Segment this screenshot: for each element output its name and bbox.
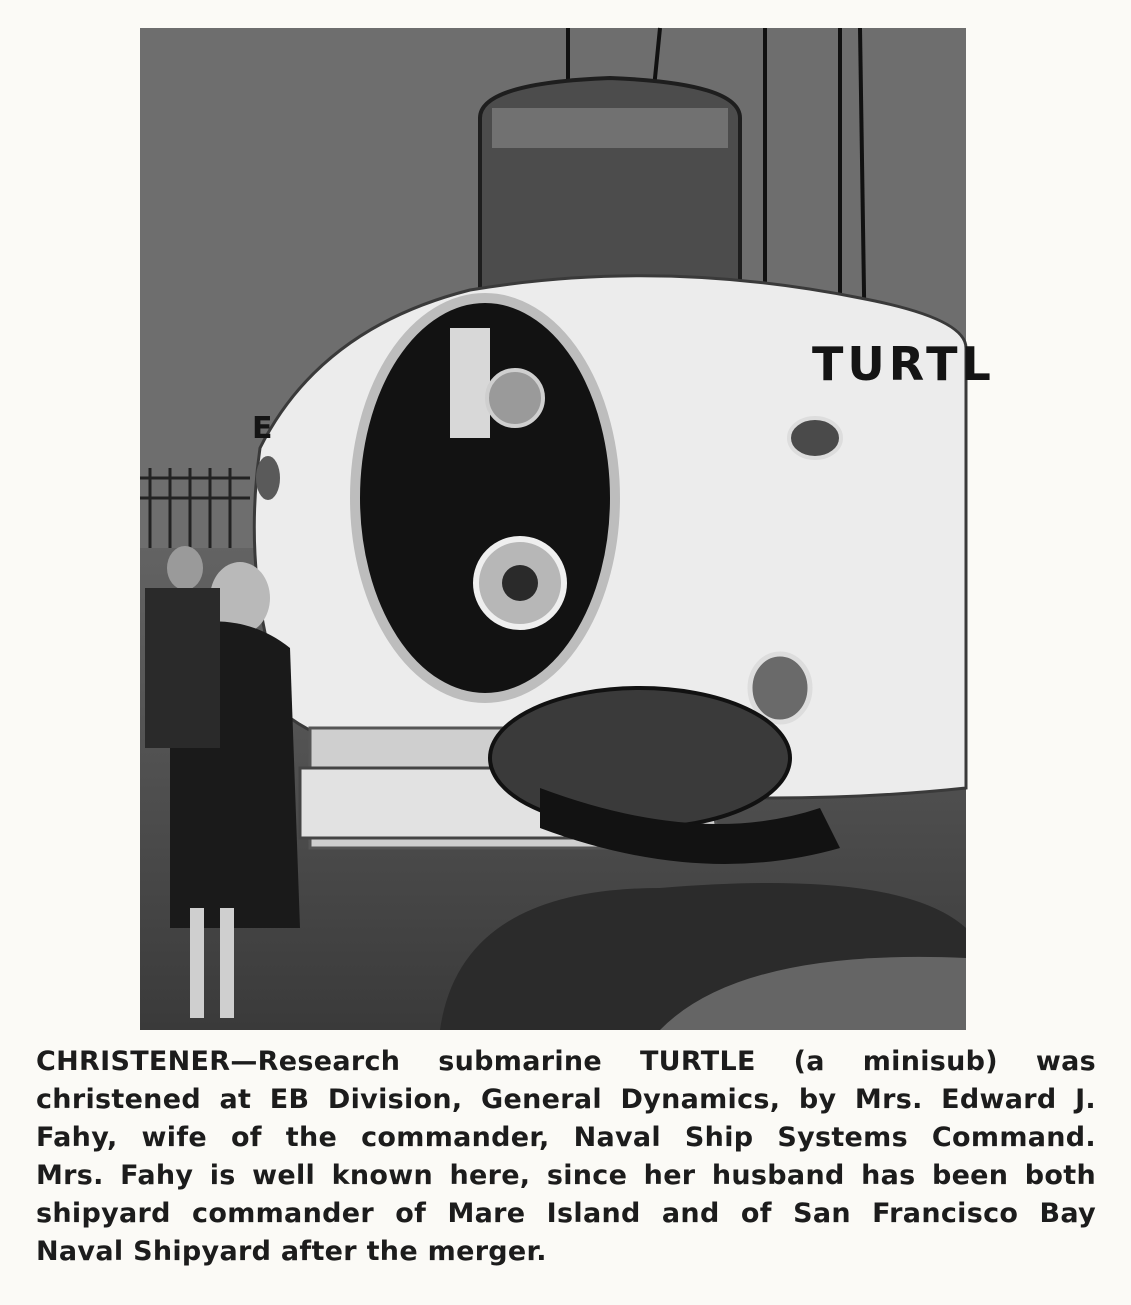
photo-caption	[36, 1043, 1096, 1271]
caption-line: Mrs. Fahy is well known here, since her husband has been both	[36, 1160, 1096, 1191]
caption-line: Naval Shipyard after the merger.	[36, 1236, 547, 1267]
turtle-photo	[140, 28, 995, 1030]
caption-line: CHRISTENER—Research submarine TURTLE (a minisub) was	[36, 1046, 1096, 1077]
caption-line: shipyard commander of Mare Island and of San Francisco Bay	[36, 1198, 1096, 1229]
caption-line: christened at EB Division, General Dynamics, by Mrs. Edward J.	[36, 1084, 1096, 1115]
hull-lettering-left: E	[252, 411, 273, 446]
turtle-photo-illustration	[140, 28, 995, 1030]
hull-lettering-right: TURTL	[812, 337, 995, 391]
caption-line: Fahy, wife of the commander, Naval Ship Systems Command.	[36, 1122, 1096, 1153]
